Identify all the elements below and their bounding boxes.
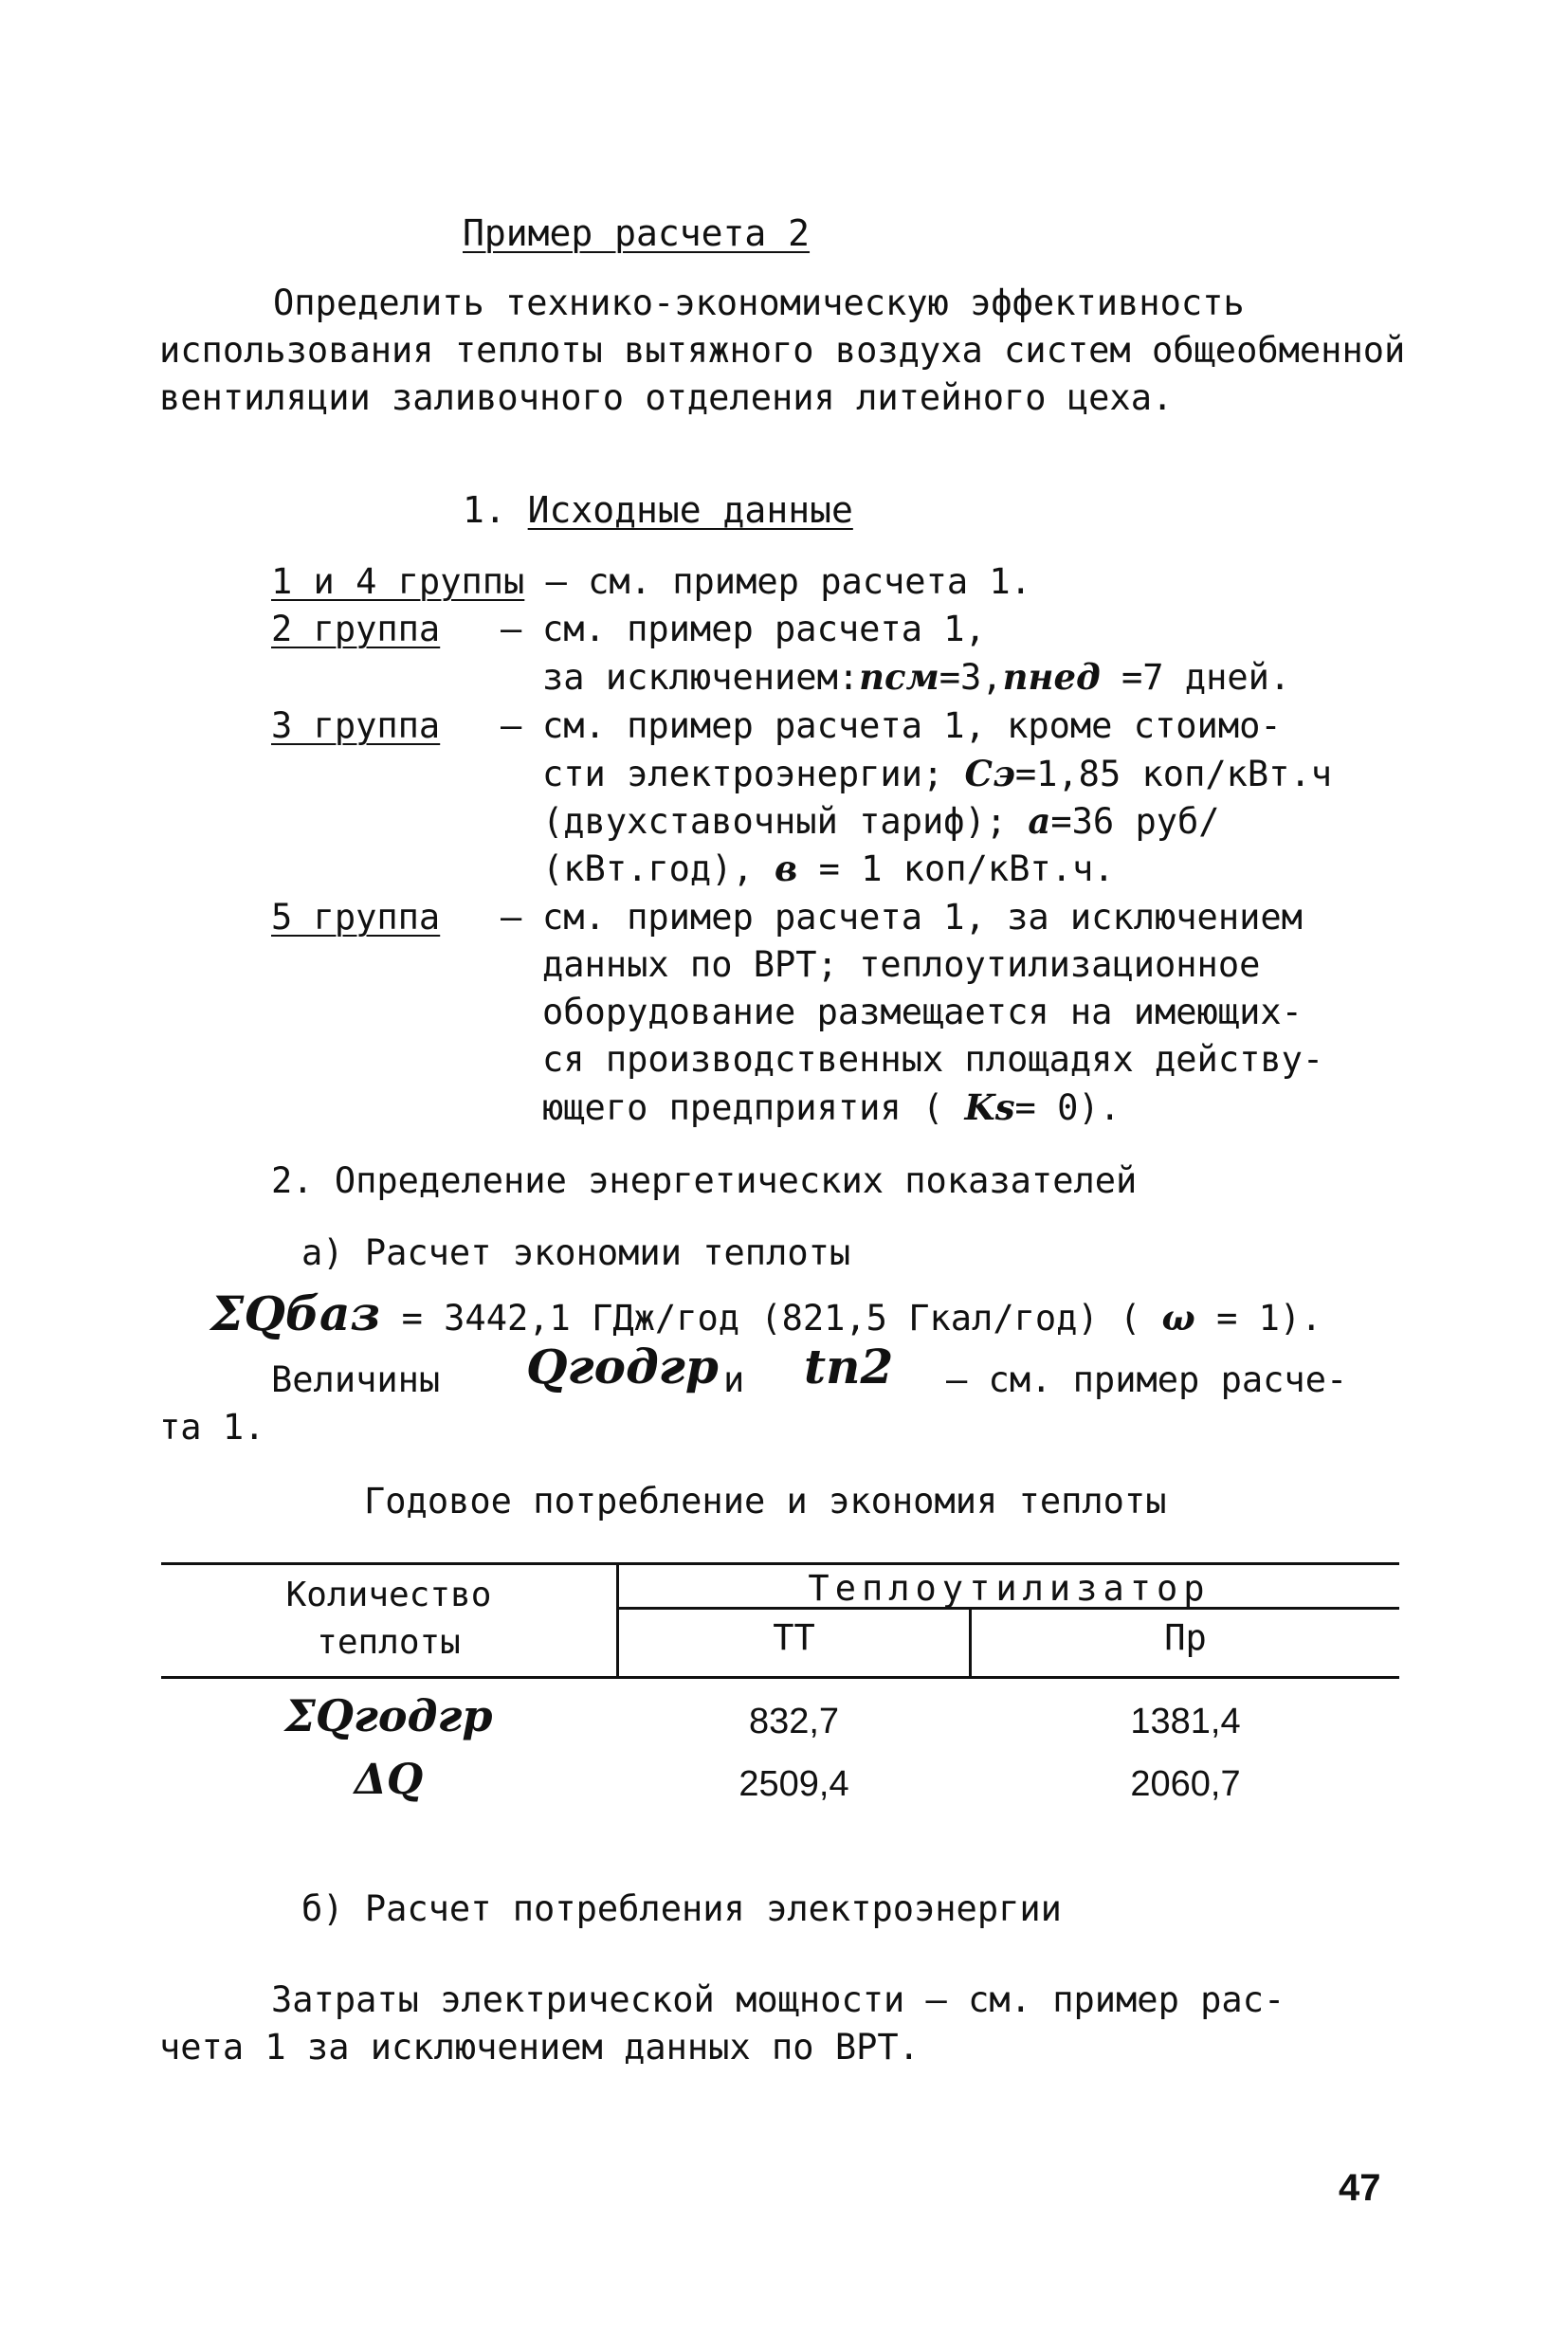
table-top-rule: [161, 1562, 1399, 1565]
section2-heading: 2. Определение энергетических показателей: [271, 1160, 1138, 1201]
row-1-tt: 832,7: [748, 1702, 840, 1741]
b-symbol: в: [775, 847, 798, 889]
section2-sub-a: а) Расчет экономии теплоты: [301, 1232, 851, 1273]
group-2-exception-text: за исключением:: [542, 657, 860, 698]
savings-formula-tail: = 1).: [1216, 1298, 1322, 1339]
values-post: – см. пример расче-: [946, 1359, 1348, 1400]
section1-title: Исходные данные: [527, 489, 853, 531]
group-5-label: 5 группа: [271, 897, 441, 938]
row-2-name: ΔQ: [354, 1756, 424, 1804]
row-1-name: ΣQгодгр: [284, 1690, 493, 1741]
group-3-tariff-text: (двухставочный тариф);: [542, 801, 1008, 842]
values-post-2: та 1.: [159, 1407, 265, 1448]
group-1-4-dash: –: [545, 561, 567, 602]
section2-sub-b: б) Расчет потребления электроэнергии: [301, 1888, 1062, 1929]
savings-formula: [210, 1285, 1322, 1341]
group-3-line4: [542, 846, 1115, 892]
group-3-line2: [542, 751, 1332, 797]
row-2-tt: 2509,4: [738, 1764, 849, 1804]
sub-header-tt: ТТ: [773, 1617, 815, 1658]
values-and: и: [723, 1359, 745, 1400]
group-2-label: 2 группа: [271, 609, 441, 649]
group-3-label: 3 группа: [271, 705, 441, 746]
col-quantity-header-l2: теплоты: [317, 1623, 461, 1662]
group-2-dash: –: [501, 609, 522, 649]
page-heading: Пример расчета 2: [463, 212, 811, 254]
col-quantity-header-l1: Количество: [285, 1576, 492, 1614]
table-caption: Годовое потребление и экономия теплоты: [364, 1481, 1167, 1522]
a-value: =36 руб/: [1050, 801, 1220, 842]
group-3-line1: см. пример расчета 1, кроме стоимо-: [542, 705, 1282, 746]
b-value: = 1 коп/кВт.ч.: [818, 848, 1115, 889]
group-3-dash: –: [501, 705, 522, 746]
group-5-dash: –: [501, 897, 522, 938]
q-god-symbol: Qгодгр: [526, 1339, 719, 1394]
row-1-pr: 1381,4: [1130, 1702, 1241, 1741]
closing-line-1: Затраты электрической мощности – см. пример рас-: [271, 1979, 1285, 2020]
omega-symbol: ω: [1161, 1297, 1195, 1339]
sum-q-base-symbol: ΣQбаз: [210, 1285, 381, 1341]
n-sm-symbol: nсм: [859, 656, 939, 698]
group-3-line3: [542, 798, 1220, 845]
section1-number: 1.: [463, 489, 506, 531]
section1-heading: [463, 487, 853, 533]
group-header-heat-exchanger: Теплоутилизатор: [808, 1568, 1211, 1609]
intro-paragraph: Определить технико-экономическую эффективность использования теплоты вытяжного воздуха систем общеобменной вентиляции заливочного отделения литейного цеха.: [159, 282, 1406, 418]
col-quantity-header: [161, 1572, 616, 1667]
k-s-value: = 0).: [1014, 1087, 1121, 1128]
group-5-line2: данных по ВРТ; теплоутилизационное: [542, 944, 1261, 985]
group-2-line1: см. пример расчета 1,: [542, 609, 986, 649]
group-1-4-text: см. пример расчета 1.: [588, 561, 1031, 602]
k-s-symbol: Ks: [964, 1086, 1015, 1128]
group-5-line4: ся производственных площадях действу-: [542, 1039, 1324, 1080]
heat-table: [161, 1562, 1399, 1804]
n-ned-symbol: nнед: [1002, 656, 1101, 698]
c-e-value: =1,85 коп/кВт.ч: [1014, 754, 1332, 794]
group-5-enterprise-text: ющего предприятия (: [542, 1087, 944, 1128]
a-symbol: a: [1028, 800, 1051, 842]
table-header-rule: [161, 1676, 1399, 1679]
row-2-pr: 2060,7: [1130, 1764, 1241, 1804]
values-pre: Величины: [271, 1359, 441, 1400]
group-5-line5: [542, 1084, 1121, 1131]
closing-line-2: чета 1 за исключением данных по ВРТ.: [159, 2027, 920, 2068]
t-n2-symbol: tn2: [804, 1339, 894, 1394]
group-5-line1: см. пример расчета 1, за исключением: [542, 897, 1303, 938]
group-1-4-line: [271, 559, 1031, 605]
c-e-symbol: Cэ: [964, 753, 1015, 794]
sub-header-pr: Пр: [1164, 1617, 1207, 1658]
savings-formula-text: = 3442,1 ГДж/год (821,5 Гкал/год) (: [401, 1298, 1141, 1339]
group-3-electricity-text: сти электроэнергии;: [542, 754, 944, 794]
page-number: 47: [1339, 2167, 1381, 2209]
group-2-line2: [542, 654, 1290, 701]
group-3-year-text: (кВт.год),: [542, 848, 754, 889]
group-5-line3: оборудование размещается на имеющих-: [542, 992, 1303, 1032]
n-ned-value: =7 дней.: [1100, 657, 1291, 698]
group-1-4-label: 1 и 4 группы: [271, 561, 525, 602]
n-sm-value: =3,: [939, 657, 1003, 698]
